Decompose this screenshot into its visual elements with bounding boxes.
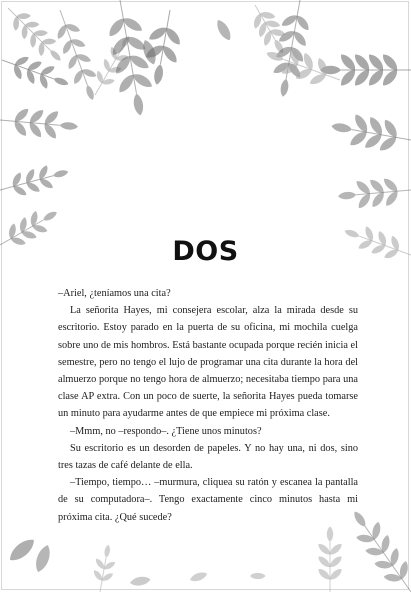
- leaf-icon: [365, 547, 384, 557]
- leaf-icon: [331, 122, 353, 134]
- leaf-icon: [19, 217, 28, 234]
- leaf-icon: [250, 573, 266, 579]
- leaf-icon: [104, 544, 111, 558]
- leaf-icon: [189, 570, 209, 583]
- paragraph-1: –Ariel, ¿teníamos una cita?: [58, 288, 171, 299]
- chapter-title: DOS: [172, 236, 239, 267]
- leaf-icon: [52, 169, 69, 179]
- leaf-icon: [53, 76, 70, 87]
- leaf-icon: [59, 122, 78, 131]
- leaf-icon: [368, 177, 386, 195]
- leaf-icon: [29, 210, 38, 227]
- paragraph-2: La señorita Hayes, mi consejera escolar, alza la mirada desde su escritorio. Estoy parado en la puerta de su oficina, mi mochila cuelga sobre uno de mis hombros. Está bastante ocupada porque recién inicia el semestre, pero no tengo el lujo de programar una cita durante la hora del almuerzo porque no tengo hora de almuerzo; necesitaba tiempo para una clase AP extra. Con un poco de suerte, la señorita Hayes pueda tomarse un minuto para ayudarme antes de que empiece mi próxima clase.: [58, 305, 358, 420]
- leaf-icon: [259, 11, 276, 20]
- leaf-icon: [354, 178, 372, 196]
- leaf-icon: [356, 534, 375, 544]
- leaf-icon: [279, 78, 289, 97]
- leaf-icon: [33, 543, 54, 574]
- leaf-icon: [338, 191, 357, 200]
- leaf-icon: [48, 48, 62, 62]
- leaf-icon: [84, 84, 95, 101]
- leaf-icon: [153, 63, 165, 85]
- leaf-icon: [129, 575, 151, 587]
- leaf-icon: [264, 19, 281, 28]
- leaf-icon: [42, 209, 59, 222]
- leaf-icon: [383, 573, 402, 583]
- paragraph-3: –Mmm, no –respondo–. ¿Tiene unos minutos?: [70, 425, 262, 437]
- leaf-stem: [8, 8, 50, 50]
- paragraph-5: –Tiempo, tiempo… –murmura, cliquea su ratón y escanea la pantalla de su computadora–. Tengo exactamente cinco minutos hasta mi próxima cita. ¿Qué sucede?: [58, 477, 358, 523]
- leaf-icon: [6, 535, 38, 565]
- leaf-icon: [132, 93, 145, 116]
- leaf-icon: [327, 526, 333, 542]
- leaf-icon: [101, 78, 115, 86]
- leaf-icon: [374, 560, 393, 570]
- chapter-body: [58, 285, 358, 526]
- leaf-icon: [214, 18, 234, 43]
- leaf-icon: [381, 176, 399, 194]
- paragraph-4: Su escritorio es un desorden de papeles. Y no hay una, ni dos, sino tres tazas de café delante de ella.: [58, 442, 358, 472]
